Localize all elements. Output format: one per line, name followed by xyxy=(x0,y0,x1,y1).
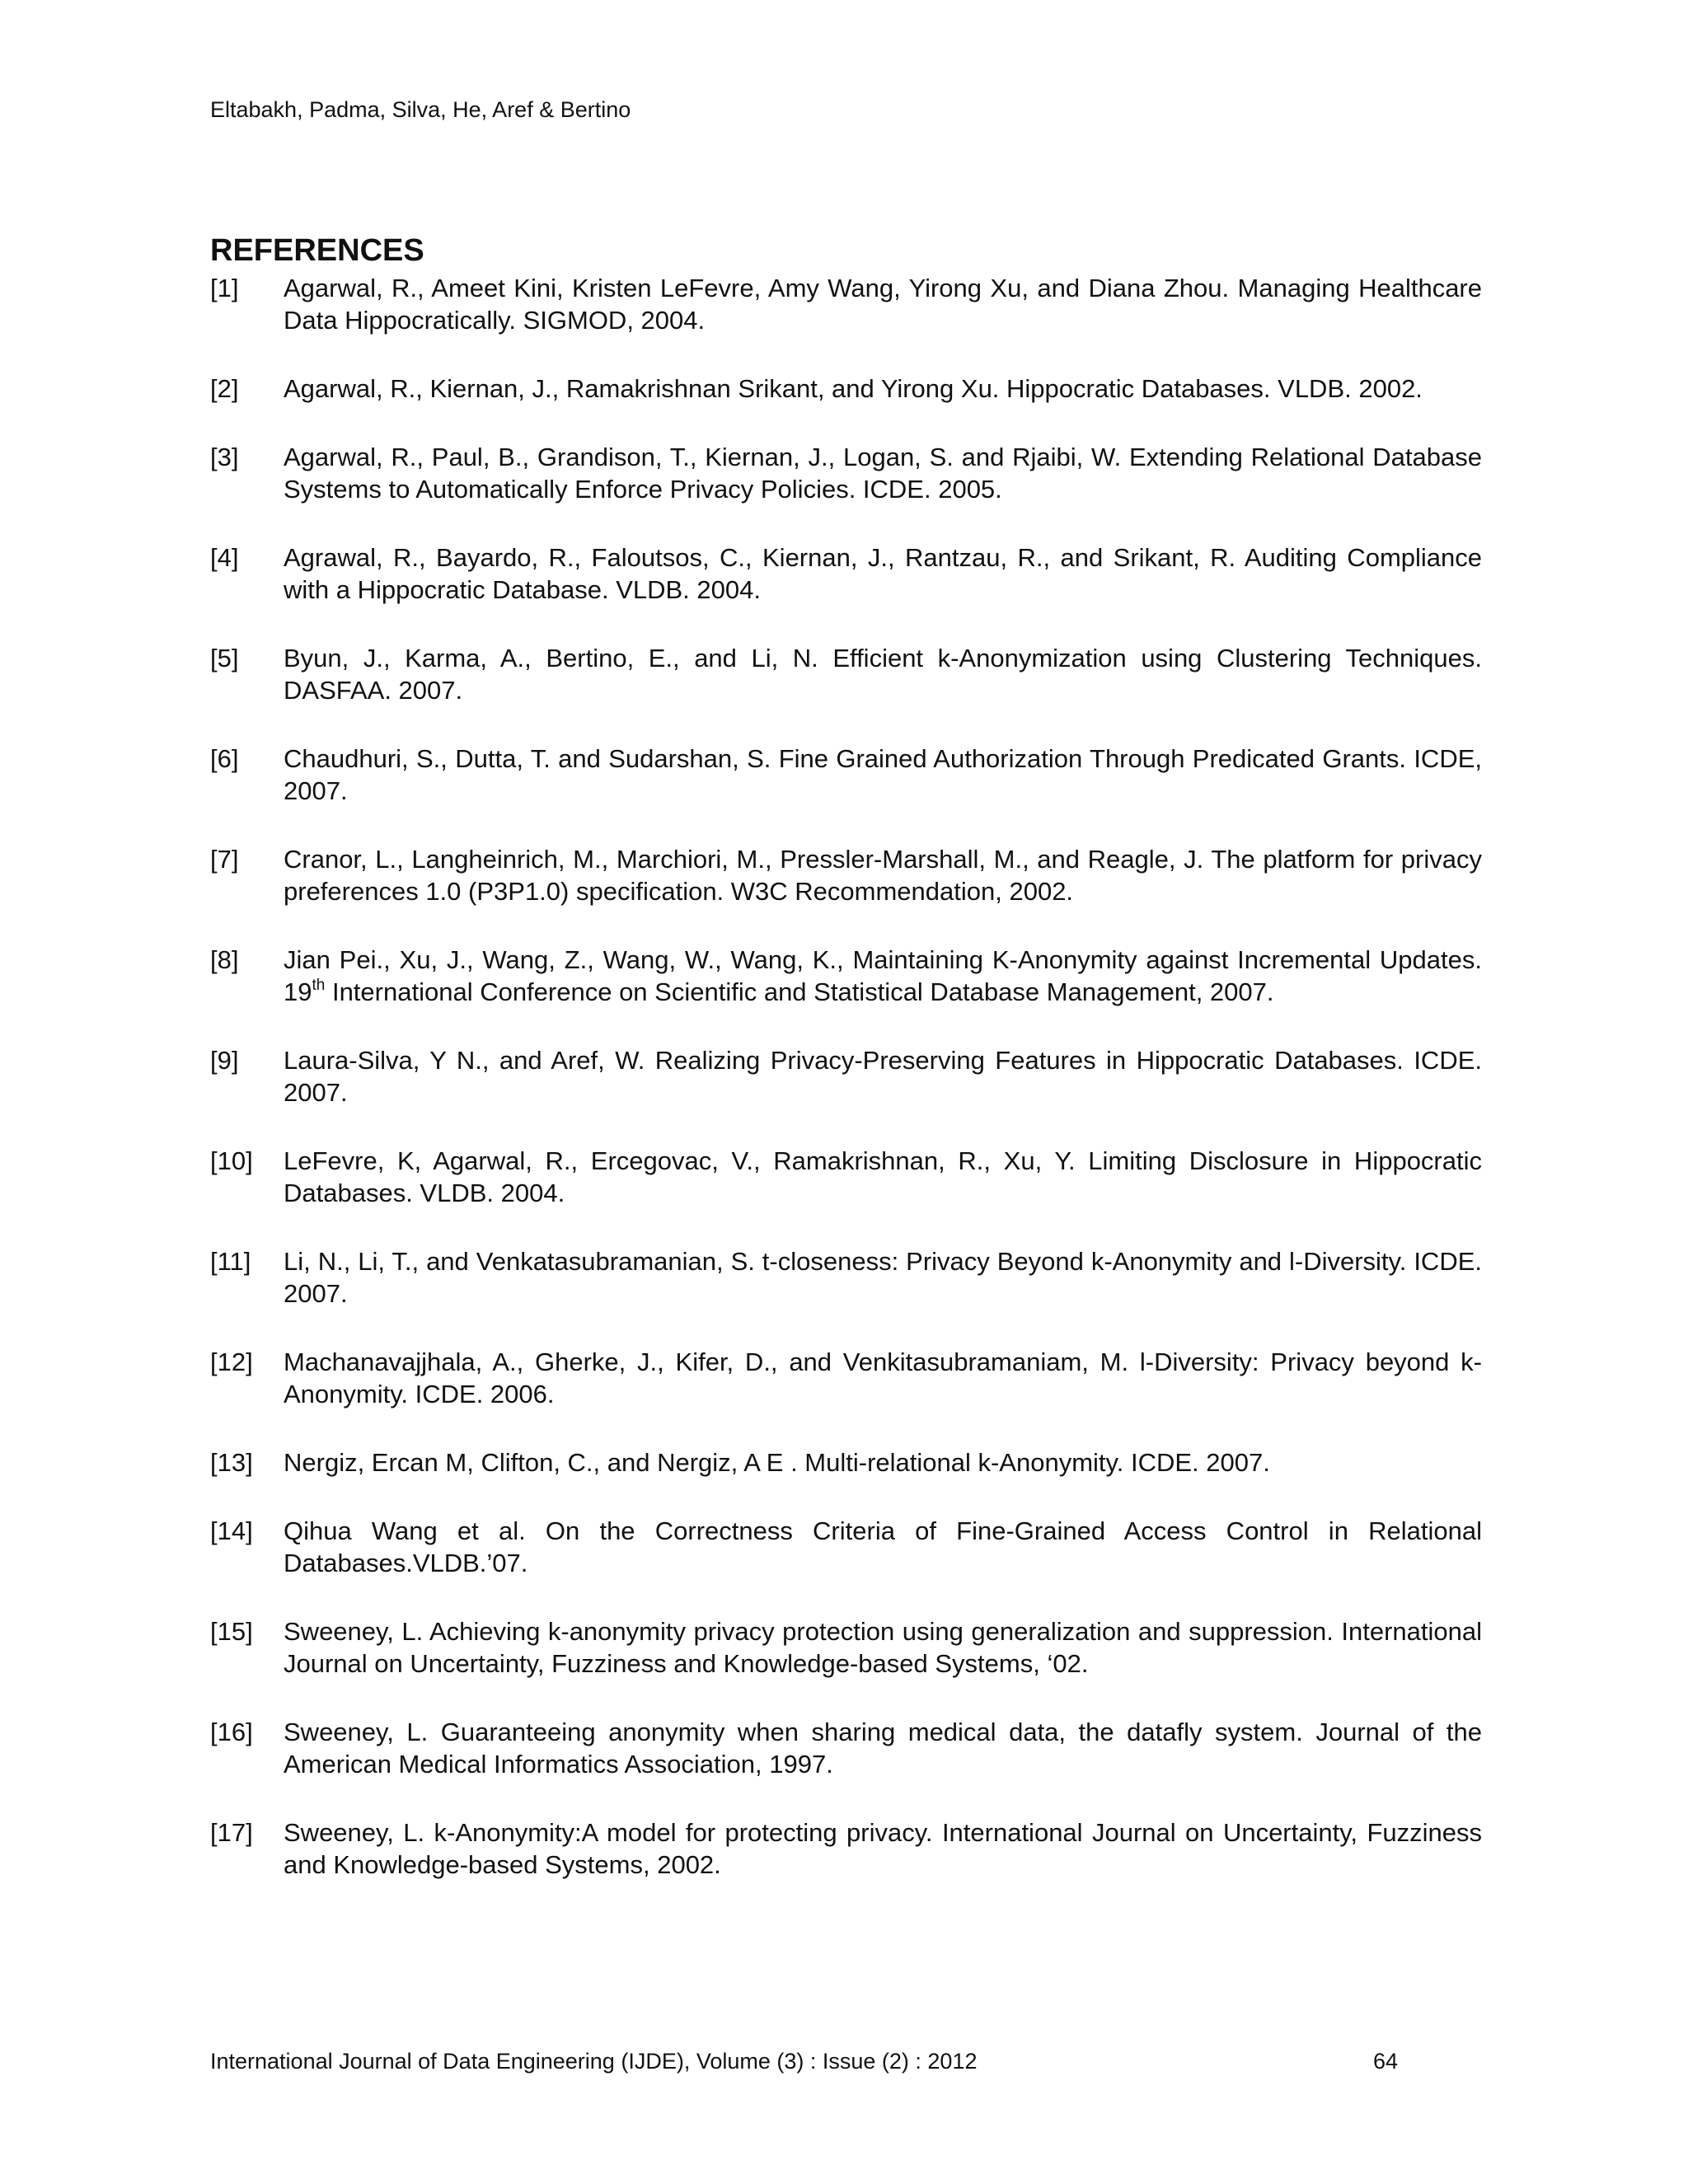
reference-item xyxy=(210,1346,1482,1410)
reference-text: Agarwal, R., Ameet Kini, Kristen LeFevre, Amy Wang, Yirong Xu, and Diana Zhou. Managing Healthcare Data Hippocratically. SIGMOD, 2004. xyxy=(284,274,1482,335)
reference-number: [14] xyxy=(210,1516,253,1545)
reference-item xyxy=(210,1145,1482,1209)
reference-item xyxy=(210,1816,1482,1881)
reference-item xyxy=(210,373,1482,405)
reference-number: [13] xyxy=(210,1448,253,1477)
reference-number: [10] xyxy=(210,1146,253,1175)
reference-item xyxy=(210,843,1482,907)
reference-item xyxy=(210,1446,1482,1479)
reference-text: Machanavajjhala, A., Gherke, J., Kifer, D., and Venkitasubramaniam, M. l-Diversity: Privacy beyond k-Anonymity. ICDE. 2006. xyxy=(284,1347,1482,1408)
reference-number: [7] xyxy=(210,845,239,874)
reference-text-part: International Conference on Scientific and Statistical Database Management, 2007. xyxy=(325,977,1274,1006)
reference-number: [1] xyxy=(210,274,239,302)
reference-number: [8] xyxy=(210,945,239,974)
footer-journal-citation: International Journal of Data Engineering (IJDE), Volume (3) : Issue (2) : 2012 xyxy=(210,2049,978,2074)
reference-number: [9] xyxy=(210,1046,239,1075)
reference-text: Sweeney, L. Guaranteeing anonymity when sharing medical data, the datafly system. Journal of the American Medical Informatics Association, 1997. xyxy=(284,1718,1482,1779)
reference-list xyxy=(210,272,1482,1917)
footer-page-number: 64 xyxy=(1373,2049,1399,2074)
reference-item xyxy=(210,944,1482,1008)
section-title: REFERENCES xyxy=(210,233,424,268)
reference-text: Cranor, L., Langheinrich, M., Marchiori, M., Pressler-Marshall, M., and Reagle, J. The platform for privacy preferences 1.0 (P3P1.0) specification. W3C Recommendation, 2002. xyxy=(284,845,1482,906)
reference-number: [16] xyxy=(210,1718,253,1746)
reference-number: [12] xyxy=(210,1347,253,1376)
reference-number: [11] xyxy=(210,1247,251,1276)
reference-item xyxy=(210,441,1482,505)
reference-text: Agrawal, R., Bayardo, R., Faloutsos, C., Kiernan, J., Rantzau, R., and Srikant, R. Auditing Compliance with a Hippocratic Database. VLDB. 2004. xyxy=(284,543,1482,604)
reference-text: Byun, J., Karma, A., Bertino, E., and Li, N. Efficient k-Anonymization using Clustering Techniques. DASFAA. 2007. xyxy=(284,644,1482,705)
reference-item xyxy=(210,1044,1482,1108)
reference-number: [6] xyxy=(210,744,239,773)
reference-text: Li, N., Li, T., and Venkatasubramanian, S. t-closeness: Privacy Beyond k-Anonymity and l-Diversity. ICDE. 2007. xyxy=(284,1247,1482,1308)
reference-number: [5] xyxy=(210,644,239,673)
reference-number: [17] xyxy=(210,1818,253,1847)
reference-number: [3] xyxy=(210,443,239,471)
reference-text: Agarwal, R., Paul, B., Grandison, T., Kiernan, J., Logan, S. and Rjaibi, W. Extending Relational Database Systems to Automatically Enforce Privacy Policies. ICDE. 2005. xyxy=(284,443,1482,504)
reference-item xyxy=(210,743,1482,807)
reference-item xyxy=(210,272,1482,336)
reference-item xyxy=(210,1615,1482,1680)
reference-item xyxy=(210,1716,1482,1780)
reference-text: LeFevre, K, Agarwal, R., Ercegovac, V., Ramakrishnan, R., Xu, Y. Limiting Disclosure in Hippocratic Databases. VLDB. 2004. xyxy=(284,1146,1482,1207)
reference-item xyxy=(210,541,1482,606)
reference-text: Sweeney, L. Achieving k-anonymity privacy protection using generalization and suppression. International Journal on Uncertainty, Fuzziness and Knowledge-based Systems, ‘02. xyxy=(284,1617,1482,1678)
reference-text: Agarwal, R., Kiernan, J., Ramakrishnan Srikant, and Yirong Xu. Hippocratic Databases. VLDB. 2002. xyxy=(284,374,1423,403)
running-head-authors: Eltabakh, Padma, Silva, He, Aref & Bertino xyxy=(210,97,631,122)
reference-number: [2] xyxy=(210,374,239,403)
reference-item xyxy=(210,1245,1482,1310)
reference-text: Qihua Wang et al. On the Correctness Criteria of Fine-Grained Access Control in Relational Databases.VLDB.’07. xyxy=(284,1516,1482,1577)
reference-text: Nergiz, Ercan M, Clifton, C., and Nergiz, A E . Multi-relational k-Anonymity. ICDE. 2007. xyxy=(284,1448,1270,1477)
ordinal-superscript: th xyxy=(312,977,326,994)
reference-text-part: Jian Pei., Xu, J., Wang, Z., Wang, W., Wang, K., Maintaining K-Anonymity against Incremental Updates. 19 xyxy=(284,945,1482,1006)
reference-number: [4] xyxy=(210,543,239,572)
reference-number: [15] xyxy=(210,1617,253,1646)
reference-text: Sweeney, L. k-Anonymity:A model for protecting privacy. International Journal on Uncertainty, Fuzziness and Knowledge-based Systems, 2002. xyxy=(284,1818,1482,1879)
reference-item xyxy=(210,642,1482,706)
reference-text: Chaudhuri, S., Dutta, T. and Sudarshan, S. Fine Grained Authorization Through Predicated Grants. ICDE, 2007. xyxy=(284,744,1482,805)
reference-text: Laura-Silva, Y N., and Aref, W. Realizing Privacy-Preserving Features in Hippocratic Databases. ICDE. 2007. xyxy=(284,1046,1482,1107)
reference-text xyxy=(284,944,1482,1008)
reference-item xyxy=(210,1515,1482,1579)
